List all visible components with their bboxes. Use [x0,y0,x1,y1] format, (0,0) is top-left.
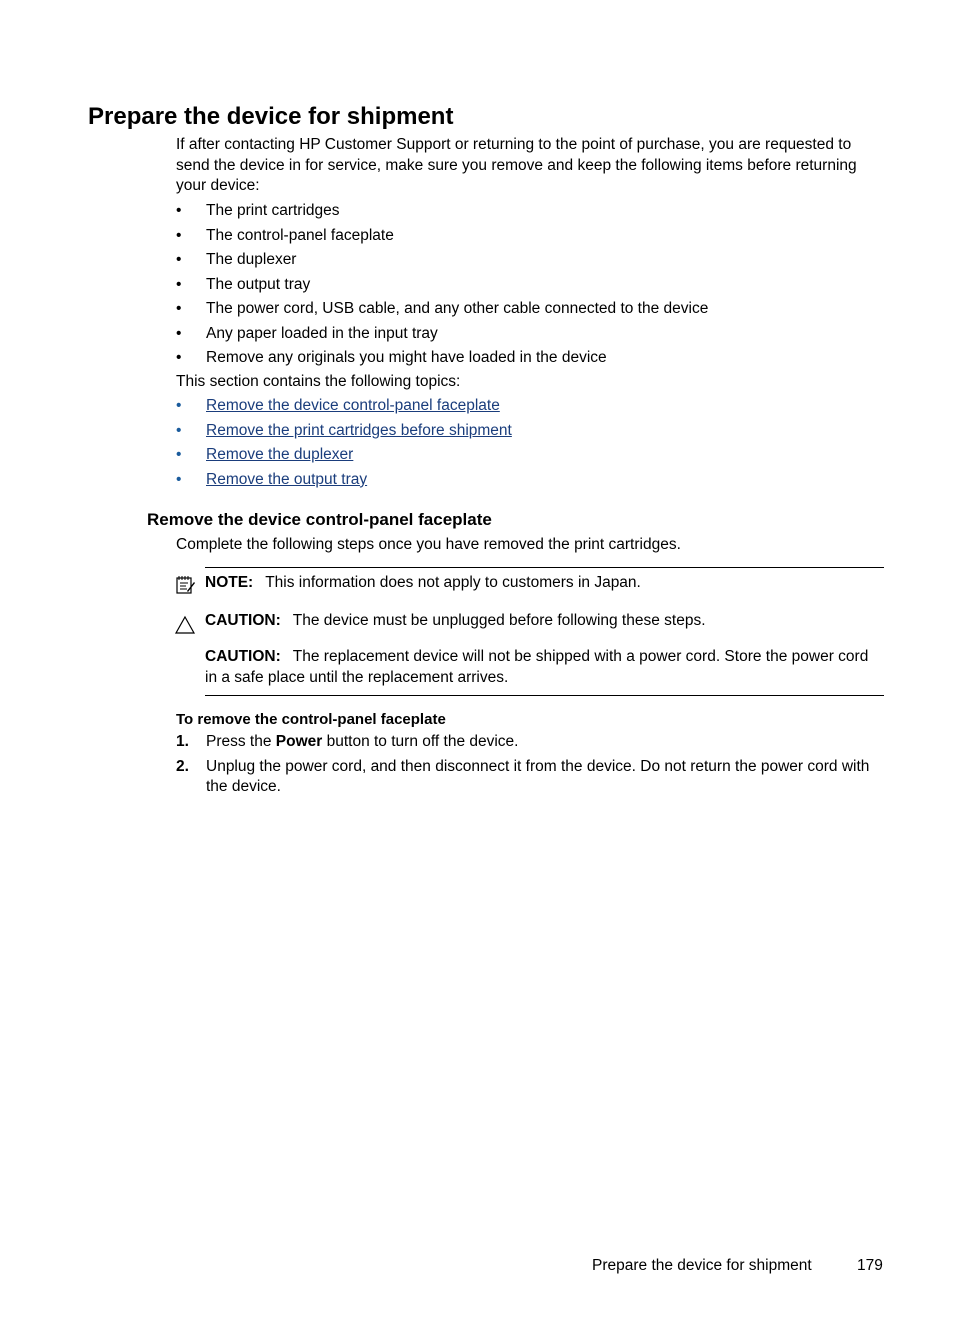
list-item: • Any paper loaded in the input tray [176,324,438,342]
page-title: Prepare the device for shipment [88,103,454,130]
topics-list [176,394,512,492]
list-item: • The print cartridges [176,202,340,219]
caution-2 [205,647,875,688]
note-icon [174,574,196,596]
footer-title: Prepare the device for shipment [592,1257,812,1274]
topic-link-duplexer[interactable]: Remove the duplexer [206,446,354,463]
list-item: • The control-panel faceplate [176,226,394,244]
caution-text: The device must be unplugged before following these steps. [292,612,706,629]
topic-link-output-tray[interactable]: Remove the output tray [206,470,368,488]
caution-1 [205,611,706,632]
note-text: This information does not apply to customers in Japan. [265,574,641,591]
divider-top [205,567,884,568]
divider-bottom [205,695,884,696]
caution-triangle-icon [174,614,196,636]
step-number: 1. [176,733,189,750]
procedure-steps [176,732,876,802]
procedure-title: To remove the control-panel faceplate [176,711,446,728]
list-item: • Remove any originals you might have loaded in the device [176,349,607,366]
topic-item: • Remove the print cartridges before shipment [176,421,512,439]
topics-intro: This section contains the following topics: [176,373,461,390]
power-button-label: Power [275,733,323,750]
caution-text: The replacement device will not be shipped with a power cord. Store the power cord in a safe place until the replacement arrives. [205,648,869,686]
section-intro: Complete the following steps once you have removed the print cartridges. [176,536,681,553]
step-number: 2. [176,757,189,775]
topic-link-print-cartridges[interactable]: Remove the print cartridges before shipment [206,421,512,439]
page-number: 179 [857,1257,883,1274]
note [205,573,641,594]
topic-item: • Remove the duplexer [176,446,354,463]
topic-item: • Remove the output tray [176,470,368,488]
list-item: • The duplexer [176,251,297,268]
step-item: 1. Press the Power button to turn off the device. [176,732,876,753]
topic-link-control-panel-faceplate[interactable]: Remove the device control-panel faceplate [206,397,500,414]
topic-item: • Remove the device control-panel faceplate [176,397,500,414]
intro-paragraph: If after contacting HP Customer Support or returning to the point of purchase, you are requested to send the device in for service, make sure you remove and keep the following items before returning your device: [176,136,857,194]
items-list [176,199,708,371]
list-item: • The power cord, USB cable, and any other cable connected to the device [176,300,709,317]
caution-label: CAUTION: [205,612,281,629]
list-item: • The output tray [176,275,311,293]
note-label: NOTE: [205,574,254,591]
caution-label: CAUTION: [205,648,281,665]
section-title: Remove the device control-panel faceplate [147,510,492,529]
step-item: 2. Unplug the power cord, and then disconnect it from the device. Do not return the power cord with the device. [176,757,870,795]
